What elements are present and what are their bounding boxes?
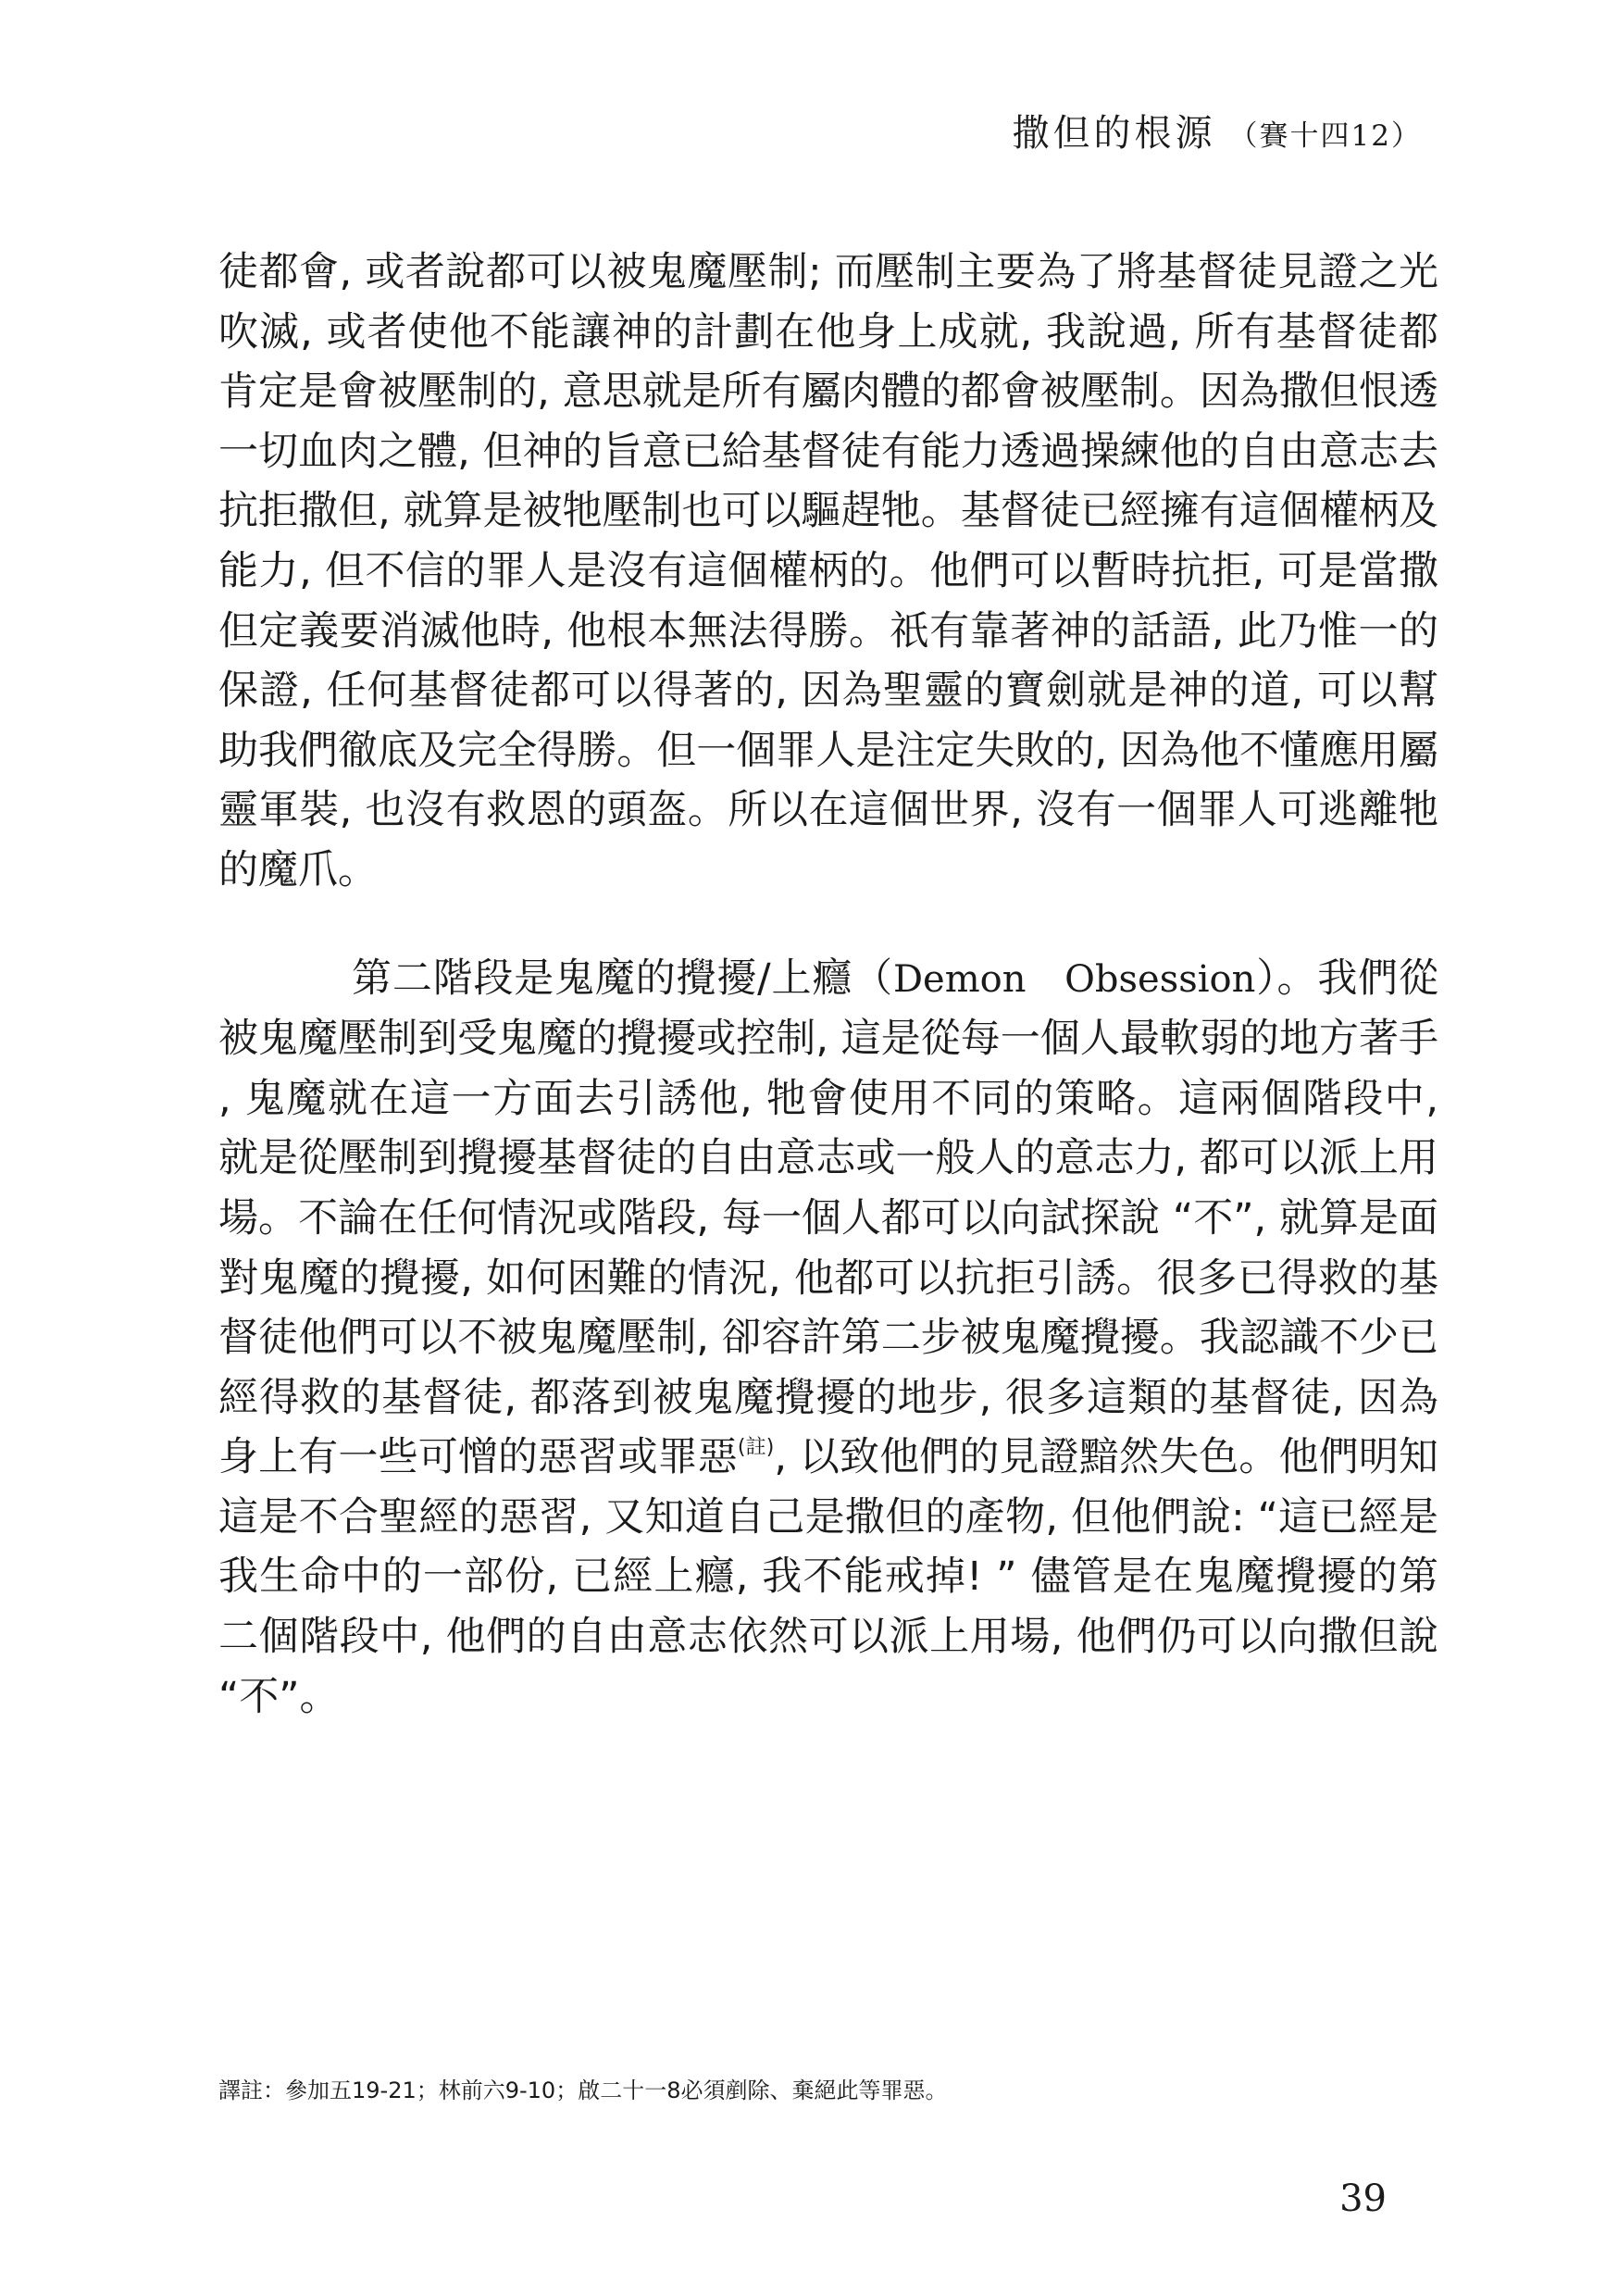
paragraph-1: 徒都會, 或者說都可以被鬼魔壓制; 而壓制主要為了將基督徒見證之光吹滅, 或者使他不能讓神的計劃在他身上成就, 我說過, 所有基督徒都肯定是會被壓制的, 意思就是所有屬肉體的都會被壓制。因為撒但恨透一切血肉之體, 但神的旨意已給基督徒有能力透過操練他的自由意志去抗拒撒但, 就算是被牠壓制也可以驅趕牠。基督徒已經擁有這個權柄及能力, 但不信的罪人是沒有這個權柄的。他們可以暫時抗拒, 可是當撒但定義要消滅他時, 他根本無法得勝。祇有靠著神的話語, 此乃惟一的保證, 任何基督徒都可以得著的, 因為聖靈的寶劍就是神的道, 可以幫助我們徹底及完全得勝。但一個罪人是注定失敗的, 因為他不懂應用屬靈軍裝, 也沒有救恩的頭盔。所以在這個世界, 沒有一個罪人可逃離牠的魔爪。 xyxy=(218,249,1438,893)
scripture-reference: （賽十四12） xyxy=(1228,119,1422,153)
page-number: 39 xyxy=(1339,2177,1387,2220)
body-text xyxy=(218,243,1438,1727)
demon-obsession-term: Demon Obsession xyxy=(892,957,1256,1001)
paragraph-2-lead: 第二階段是鬼魔的攪擾/上癮（ xyxy=(352,955,893,1002)
translator-footnote: 譯註：參加五19-21；林前六9-10；啟二十一8必須剷除、棄絕此等罪惡。 xyxy=(218,2078,948,2103)
paragraph-2 xyxy=(218,949,1438,1728)
paragraph-2-middle: ）。我們從被鬼魔壓制到受鬼魔的攪擾或控制, 這是從每一個人最軟弱的地方著手, 鬼魔就在這一方面去引誘他, 牠會使用不同的策略。這兩個階段中, 就是從壓制到攪擾基督徒的自由意志或一般人的意志力, 都可以派上用場。不論在任何情況或階段, 每一個人都可以向試探說 “不”, 就算是面對鬼魔的攪擾, 如何困難的情況, 他都可以抗拒引誘。很多已得救的基督徒他們可以不被鬼魔壓制, 卻容許第二步被鬼魔攪擾。我認識不少已經得救的基督徒, 都落到被鬼魔攪擾的地步, 很多這類的基督徒, 因為身上有一些可憎的惡習或罪惡 xyxy=(218,955,1438,1481)
chapter-title: 撒但的根源 xyxy=(1012,112,1216,155)
running-header xyxy=(1013,104,1422,156)
paragraph-2-end: , 以致他們的見證黯然失色。他們明知這是不合聖經的惡習, 又知道自己是撒但的產物, 但他們說: “這已經是我生命中的一部份, 已經上癮, 我不能戒掉! ” 儘管是在鬼魔攪擾的第二個階段中, 他們的自由意志依然可以派上用場, 他們仍可以向撒但說 “不”。 xyxy=(218,1434,1439,1720)
footnote-marker: (註) xyxy=(737,1436,775,1460)
